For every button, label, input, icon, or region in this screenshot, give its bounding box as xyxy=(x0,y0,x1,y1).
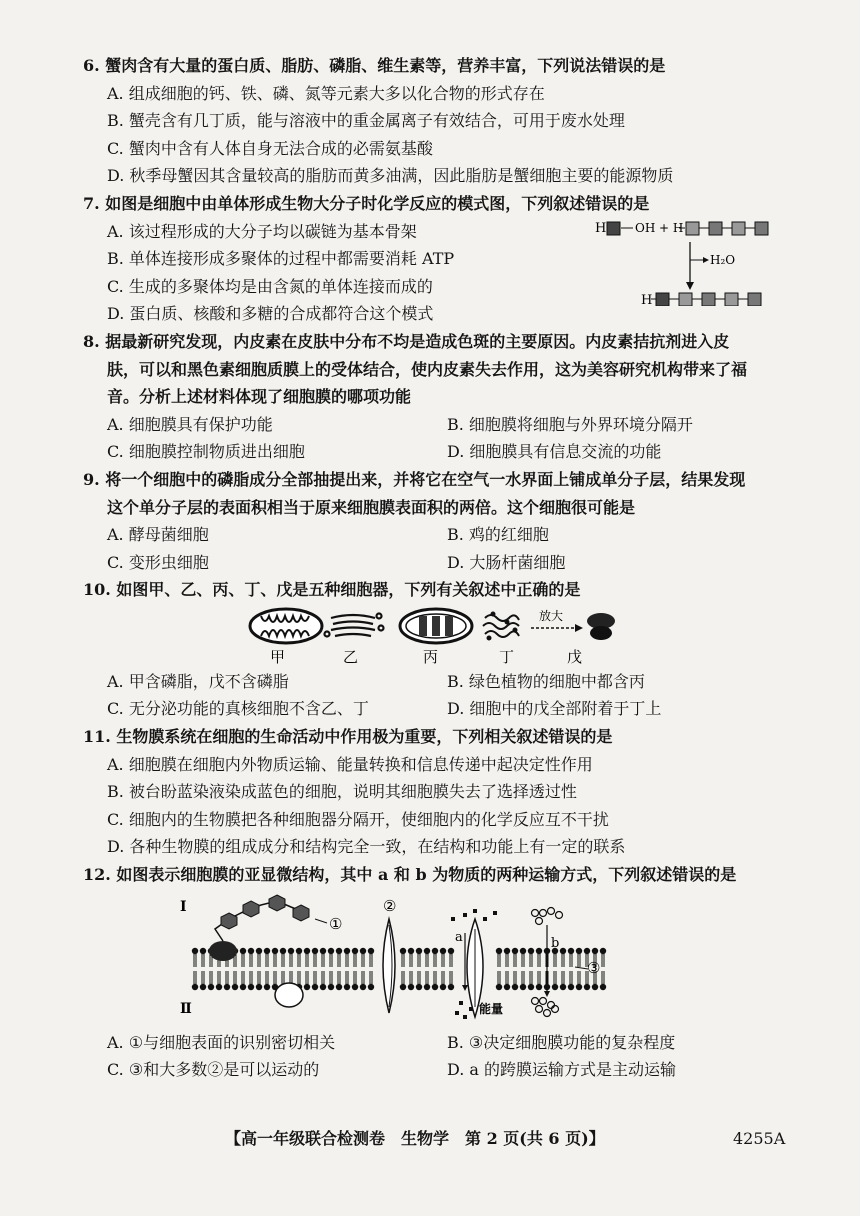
lipid-head xyxy=(352,947,358,953)
lipid-head xyxy=(424,947,430,953)
option-a: A. ①与细胞表面的识别密切相关 xyxy=(107,1032,336,1052)
lipid-head xyxy=(344,947,350,953)
polymer-block xyxy=(748,293,761,306)
lipid-head xyxy=(360,947,366,953)
paper-code: 4255A xyxy=(733,1129,786,1148)
option-a: A. 细胞膜具有保护功能 xyxy=(107,414,273,434)
lipid-head xyxy=(576,947,582,953)
option-b: B. 单体连接形成多聚体的过程中都需要消耗 ATP xyxy=(107,249,455,269)
lipid-head xyxy=(504,983,510,989)
lipid-head xyxy=(568,983,574,989)
question-stem: 6. 蟹肉含有大量的蛋白质、脂肪、磷脂、维生素等，营养丰富，下列说法错误的是 xyxy=(83,56,666,75)
lipid-head xyxy=(416,947,422,953)
question-stem: 12. 如图表示细胞膜的亚显微结构，其中 a 和 b 为物质的两种运输方式，下列叙述错误的是 xyxy=(83,865,737,885)
label-energy: 能量 xyxy=(479,1001,504,1016)
lipid-head xyxy=(408,947,414,953)
lipid-head xyxy=(312,947,318,953)
lipid-head xyxy=(320,983,326,989)
cell-membrane-figure xyxy=(83,889,763,1029)
lipid-head xyxy=(600,947,606,953)
lipid-head xyxy=(592,983,598,989)
question-11 xyxy=(83,723,763,861)
lipid-head xyxy=(208,983,214,989)
label-2: ② xyxy=(383,896,397,915)
polymer-block xyxy=(656,293,669,306)
lipid-head xyxy=(320,947,326,953)
mitochondrion-icon xyxy=(250,609,322,643)
lipid-head xyxy=(336,947,342,953)
lipid-head xyxy=(240,947,246,953)
lipid-head xyxy=(576,983,582,989)
label-3: ③ xyxy=(587,958,601,977)
option-d: D. 蛋白质、核酸和多糖的合成都符合这个模式 xyxy=(107,304,434,324)
option-a: A. 该过程形成的大分子均以碳链为基本骨架 xyxy=(107,221,417,241)
question-9 xyxy=(83,466,763,576)
golgi-apparatus-icon xyxy=(325,613,384,636)
chloroplast-icon xyxy=(400,609,472,643)
chain-block xyxy=(732,222,745,235)
monomer-block xyxy=(607,222,620,235)
pointer-line xyxy=(315,919,327,923)
question-7 xyxy=(83,190,763,328)
lipid-head xyxy=(520,947,526,953)
lipid-head xyxy=(568,947,574,953)
lipid-head xyxy=(216,983,222,989)
lipid-head xyxy=(440,983,446,989)
question-stem-line: 音。分析上述材料体现了细胞膜的哪项功能 xyxy=(107,387,412,407)
lipid-head xyxy=(528,947,534,953)
zoom-label: 放大 xyxy=(539,608,564,623)
organelle-label-bing: 丙 xyxy=(423,647,439,666)
lipid-head xyxy=(496,947,502,953)
lipid-head xyxy=(552,983,558,989)
lipid-head xyxy=(408,983,414,989)
option-a: A. 细胞膜在细胞内外物质运输、能量转换和信息传递中起决定性作用 xyxy=(107,754,593,774)
lipid-head xyxy=(440,947,446,953)
lipid-head xyxy=(528,983,534,989)
lipid-head xyxy=(304,983,310,989)
lipid-head xyxy=(512,983,518,989)
lipid-head xyxy=(504,947,510,953)
option-d: D. 细胞膜具有信息交流的功能 xyxy=(447,442,662,462)
arrow-head-icon xyxy=(575,624,583,632)
lipid-head xyxy=(224,983,230,989)
peripheral-protein-icon xyxy=(275,983,303,1007)
lipid-head xyxy=(256,947,262,953)
chain-block xyxy=(709,222,722,235)
option-c: C. 无分泌功能的真核细胞不含乙、丁 xyxy=(107,699,369,719)
chain-block xyxy=(686,222,699,235)
lipid-head xyxy=(560,947,566,953)
option-c: C. 生成的多聚体均是由含氮的单体连接而成的 xyxy=(107,276,433,296)
polymer-block xyxy=(725,293,738,306)
organelle-label-ding: 丁 xyxy=(499,647,515,666)
lipid-head xyxy=(256,983,262,989)
arrow-head-icon xyxy=(686,282,694,290)
organelle-label-yi: 乙 xyxy=(343,647,359,666)
lipid-head xyxy=(232,983,238,989)
polymer-block xyxy=(679,293,692,306)
lipid-head xyxy=(296,947,302,953)
lipid-head xyxy=(240,983,246,989)
label-h-product: H xyxy=(641,292,653,306)
question-stem-line: 肤，可以和黑色素细胞质膜上的受体结合，使内皮素失去作用，这为美容研究机构带来了福 xyxy=(107,359,748,379)
option-a: A. 组成细胞的钙、铁、磷、氮等元素大多以化合物的形式存在 xyxy=(107,83,545,103)
option-a: A. 甲含磷脂，戊不含磷脂 xyxy=(107,671,289,691)
option-c: C. 变形虫细胞 xyxy=(107,552,209,572)
lipid-head xyxy=(536,947,542,953)
lipid-head xyxy=(448,983,454,989)
lipid-head xyxy=(272,947,278,953)
lipid-head xyxy=(536,983,542,989)
chain-block xyxy=(755,222,768,235)
organelles-figure xyxy=(83,604,763,668)
lipid-head xyxy=(512,947,518,953)
lipid-head xyxy=(280,947,286,953)
side-label-outer: I xyxy=(180,898,187,915)
lipid-head xyxy=(584,983,590,989)
organelle-label-wu: 戊 xyxy=(567,647,583,666)
option-d: D. 各种生物膜的组成成分和结构完全一致，在结构和功能上有一定的联系 xyxy=(107,837,626,857)
ribosome-icon xyxy=(587,613,615,640)
option-a: A. 酵母菌细胞 xyxy=(107,525,209,545)
lipid-head xyxy=(592,947,598,953)
label-oh: OH xyxy=(635,220,656,235)
option-d: D. 细胞中的戊全部附着于丁上 xyxy=(447,699,662,719)
lipid-head xyxy=(432,983,438,989)
organelle-label-jia: 甲 xyxy=(270,647,286,666)
option-b: B. 绿色植物的细胞中都含丙 xyxy=(447,671,645,691)
lipid-head xyxy=(312,983,318,989)
polymerization-diagram xyxy=(595,220,770,306)
label-plus-h: + H xyxy=(659,220,684,235)
endoplasmic-reticulum-icon xyxy=(483,612,519,639)
lipid-head xyxy=(304,947,310,953)
lipid-head xyxy=(264,947,270,953)
lipid-head xyxy=(600,983,606,989)
lipid-head xyxy=(200,983,206,989)
label-b: b xyxy=(551,935,560,951)
lipid-head xyxy=(368,947,374,953)
lipid-head xyxy=(400,947,406,953)
lipid-head xyxy=(448,947,454,953)
lipid-head xyxy=(560,983,566,989)
polymer-block xyxy=(702,293,715,306)
question-stem: 11. 生物膜系统在细胞的生命活动中作用极为重要，下列相关叙述错误的是 xyxy=(83,727,613,747)
lipid-head xyxy=(352,983,358,989)
lipid-head xyxy=(328,983,334,989)
lipid-head xyxy=(336,983,342,989)
lipid-head xyxy=(192,947,198,953)
question-8 xyxy=(83,328,763,466)
lipid-head xyxy=(328,947,334,953)
option-b: B. 鸡的红细胞 xyxy=(447,525,549,545)
question-stem: 10. 如图甲、乙、丙、丁、戊是五种细胞器，下列有关叙述中正确的是 xyxy=(83,580,581,600)
lipid-head xyxy=(400,983,406,989)
lipid-head xyxy=(496,983,502,989)
question-6 xyxy=(83,52,763,190)
option-d: D. 大肠杆菌细胞 xyxy=(447,552,566,572)
option-b: B. 蟹壳含有几丁质，能与溶液中的重金属离子有效结合，可用于废水处理 xyxy=(107,111,625,131)
option-b: B. 被台盼蓝染液染成蓝色的细胞，说明其细胞膜失去了选择透过性 xyxy=(107,782,577,802)
lipid-head xyxy=(192,983,198,989)
lipid-head xyxy=(584,947,590,953)
question-12 xyxy=(83,861,763,1084)
lipid-head xyxy=(248,983,254,989)
lipid-head xyxy=(288,947,294,953)
label-1: ① xyxy=(329,914,343,933)
option-b: B. 细胞膜将细胞与外界环境分隔开 xyxy=(447,414,693,434)
option-c: C. 细胞内的生物膜把各种细胞器分隔开，使细胞内的化学反应互不干扰 xyxy=(107,809,609,829)
lipid-head xyxy=(416,983,422,989)
option-d: D. 秋季母蟹因其含量较高的脂肪而黄多油满，因此脂肪是蟹细胞主要的能源物质 xyxy=(107,166,674,186)
lipid-head xyxy=(432,947,438,953)
lipid-head xyxy=(200,947,206,953)
transmembrane-protein-icon xyxy=(383,919,395,1013)
arrow-head-icon xyxy=(703,257,709,263)
option-d: D. a 的跨膜运输方式是主动运输 xyxy=(447,1060,677,1080)
phospholipid-bilayer xyxy=(192,947,606,989)
side-label-inner: Ⅱ xyxy=(180,1000,192,1017)
option-c: C. ③和大多数②是可以运动的 xyxy=(107,1060,320,1080)
lipid-head xyxy=(264,983,270,989)
lipid-head xyxy=(424,983,430,989)
lipid-head xyxy=(368,983,374,989)
label-h-left: H xyxy=(595,220,607,236)
question-stem-line: 8. 据最新研究发现，内皮素在皮肤中分布不均是造成色斑的主要原因。内皮素拮抗剂进入皮 xyxy=(83,331,730,351)
option-b: B. ③决定细胞膜功能的复杂程度 xyxy=(447,1032,676,1052)
question-stem-line: 9. 将一个细胞中的磷脂成分全部抽提出来，并将它在空气一水界面上铺成单分子层，结果发现 xyxy=(83,469,746,489)
lipid-head xyxy=(344,983,350,989)
question-stem: 7. 如图是细胞中由单体形成生物大分子时化学反应的模式图，下列叙述错误的是 xyxy=(83,193,650,213)
arrow-head-icon xyxy=(544,991,550,997)
lipid-head xyxy=(520,983,526,989)
label-a: a xyxy=(455,929,463,945)
option-c: C. 蟹肉中含有人体自身无法合成的必需氨基酸 xyxy=(107,138,433,158)
label-water: H₂O xyxy=(710,252,736,267)
page-footer: 【高一年级联合检测卷 生物学 第 2 页(共 6 页)】 xyxy=(225,1129,605,1148)
questions xyxy=(83,52,763,1084)
question-stem-line: 这个单分子层的表面积相当于原来细胞膜表面积的两倍。这个细胞很可能是 xyxy=(107,497,636,517)
lipid-head xyxy=(360,983,366,989)
lipid-head xyxy=(248,947,254,953)
option-c: C. 细胞膜控制物质进出细胞 xyxy=(107,442,305,462)
question-10 xyxy=(83,576,763,723)
